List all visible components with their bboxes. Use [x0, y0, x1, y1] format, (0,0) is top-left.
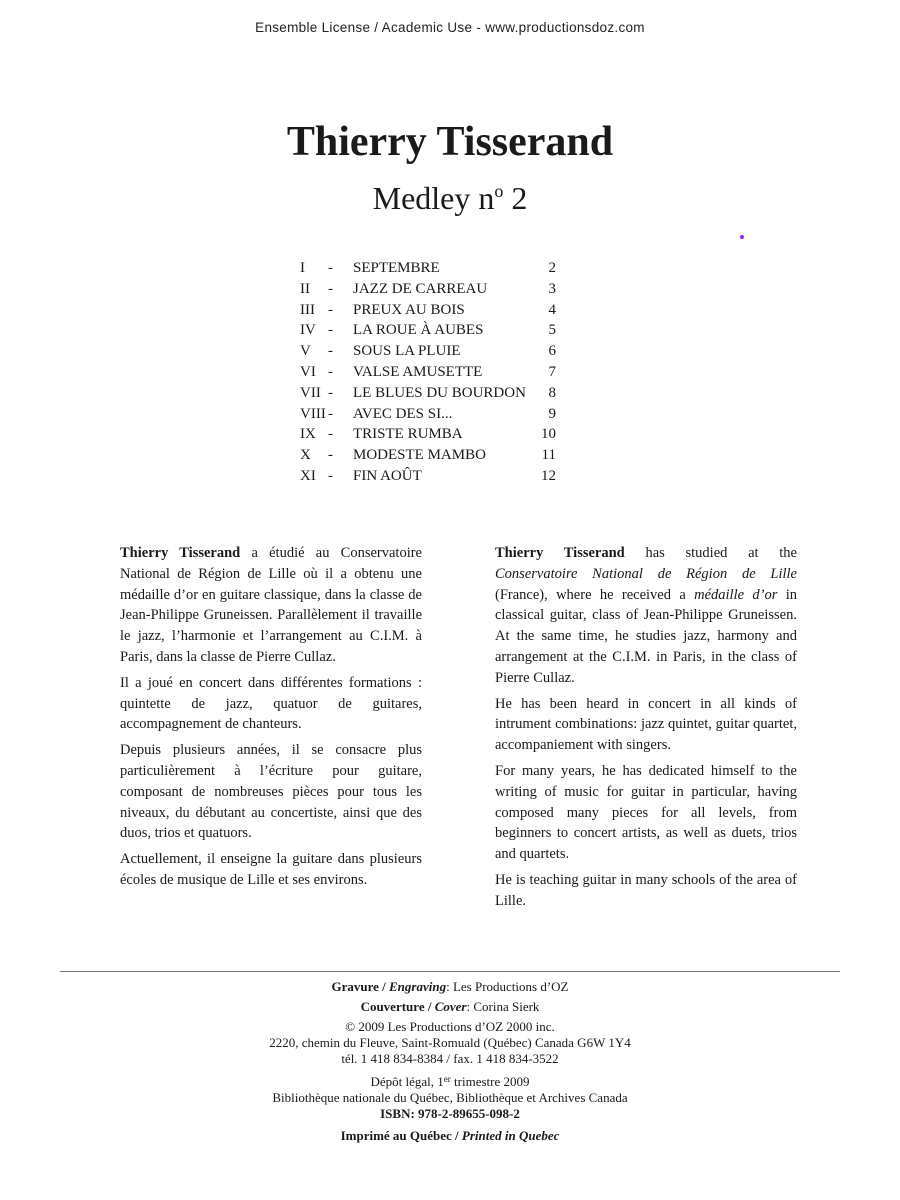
toc-row [300, 404, 556, 425]
toc-title: MODESTE MAMBO [353, 447, 486, 464]
work-title [0, 180, 900, 217]
toc-page: 7 [548, 363, 556, 380]
toc-page: 12 [541, 467, 556, 484]
credits-block [0, 979, 900, 1144]
toc-number: II [300, 280, 310, 297]
toc-row [300, 424, 556, 445]
toc-title: LA ROUE À AUBES [353, 322, 484, 339]
bio-en-paragraph: For many years, he has dedicated himself to the writing of music for guitar in particular, having composed many pieces for all levels, from beginners to concert artists, as well as duets, trios and quartets. [495, 762, 797, 863]
library-archives: Bibliothèque nationale du Québec, Bibliothèque et Archives Canada [272, 1090, 628, 1105]
toc-row [300, 320, 556, 341]
cover-label-en: Cover [434, 999, 467, 1014]
toc-title: SOUS LA PLUIE [353, 343, 461, 360]
toc-number: VII [300, 384, 321, 401]
bio-en-paragraph: He has been heard in concert in all kinds of intrument combinations: jazz quintet, guitar quartet, accompaniement with singers. [495, 695, 797, 754]
marker-dot [740, 235, 744, 239]
toc-row [300, 445, 556, 466]
toc-number: I [300, 260, 305, 276]
toc-dash: - [328, 384, 333, 401]
printed-in [0, 1128, 900, 1144]
toc-page: 10 [541, 426, 556, 443]
bio-en-italic: Conservatoire National de Région de Lille [495, 565, 797, 582]
copyright: © 2009 Les Productions d’OZ 2000 inc. [345, 1019, 555, 1034]
toc-page: 5 [548, 322, 556, 339]
toc-dash: - [328, 426, 333, 443]
depot-sup: er [443, 1074, 451, 1084]
engraving-label-en: Engraving [389, 979, 447, 994]
bio-fr-text: a étudié au Conservatoire National de Région de Lille où il a obtenu une médaille d’or en guitare classique, dans la classe de Jean-Philippe Gruneissen. Parallèlement il travaille le jazz, l’harmonie et l’arrangement au C.I.M. à Paris, dans la classe de Pierre Cullaz. [120, 545, 422, 665]
toc-row [300, 466, 556, 487]
bio-en-name: Thierry Tisserand [495, 545, 625, 561]
depot-text-end: trimestre 2009 [450, 1074, 530, 1089]
work-title-text: Medley n [372, 180, 495, 216]
toc-dash: - [328, 343, 333, 360]
printed-en: Printed in Quebec [461, 1128, 560, 1143]
toc-dash: - [328, 301, 333, 318]
address: 2220, chemin du Fleuve, Saint-Romuald (Québec) Canada G6W 1Y4 [269, 1035, 631, 1050]
toc-number: IV [300, 322, 316, 339]
toc-page: 3 [548, 280, 556, 297]
legal-deposit [0, 1071, 900, 1090]
work-title-number: 2 [511, 180, 528, 216]
toc-number: VI [300, 363, 316, 380]
toc-title: VALSE AMUSETTE [353, 363, 483, 380]
license-notice: Ensemble License / Academic Use - www.productionsdoz.com [255, 20, 645, 35]
toc-row [300, 362, 556, 383]
toc-title: LE BLUES DU BOURDON [353, 384, 526, 401]
depot-text: Dépôt légal, 1 [370, 1074, 444, 1089]
toc-page: 11 [541, 447, 556, 464]
bio-en-italic: médaille d’or [694, 586, 778, 603]
bio-fr-paragraph: Depuis plusieurs années, il se consacre plus particulièrement à l’écriture pour guitare, composant de nombreuses pièces pour tous les niveaux, du débutant au concertiste, ainsi que des duos, trios et quatuors. [120, 742, 422, 842]
toc-number: V [300, 343, 311, 360]
biography-french [120, 543, 422, 896]
toc-title: TRISTE RUMBA [353, 426, 463, 443]
toc-page: 4 [548, 301, 556, 318]
toc-row [300, 383, 556, 404]
phone-fax: tél. 1 418 834-8384 / fax. 1 418 834-3522 [341, 1051, 559, 1066]
credit-engraving [0, 979, 900, 995]
toc-page: 9 [548, 405, 556, 422]
toc-dash: - [328, 447, 333, 464]
toc-number: VIII [300, 405, 326, 422]
composer-name: Thierry Tisserand [286, 119, 614, 165]
toc-number: IX [300, 426, 316, 443]
engraving-value: : Les Productions d’OZ [446, 979, 569, 994]
toc-dash: - [328, 260, 333, 276]
isbn [0, 1106, 900, 1122]
engraving-label-fr: Gravure / [331, 979, 390, 994]
toc-title: PREUX AU BOIS [353, 301, 465, 318]
bio-en-paragraph [495, 543, 797, 689]
printed-fr: Imprimé au Québec / [340, 1128, 462, 1143]
toc-title: JAZZ DE CARREAU [353, 280, 488, 297]
bio-en-text: in classical guitar, class of Jean-Philippe Gruneissen. At the same time, he studies jazz, harmony and arrangement at the C.I.M. in Paris, in the class of Pierre Cullaz. [495, 586, 797, 686]
toc-row [300, 279, 556, 300]
toc-row [300, 341, 556, 362]
toc-number: X [300, 447, 311, 464]
table-of-contents [300, 258, 556, 487]
footer-divider [60, 971, 840, 972]
work-title-sup: o [494, 181, 504, 201]
toc-dash: - [328, 405, 333, 422]
toc-page: 2 [548, 260, 556, 276]
toc-page: 8 [548, 384, 556, 401]
toc-row [300, 300, 556, 321]
biography-english [495, 543, 797, 917]
bio-fr-name: Thierry Tisserand [120, 545, 241, 561]
toc-dash: - [328, 280, 333, 297]
bio-fr-paragraph: Actuellement, il enseigne la guitare dans plusieurs écoles de musique de Lille et ses environs. [120, 851, 422, 888]
bio-fr-paragraph: Il a joué en concert dans différentes formations : quintette de jazz, quatuor de guitares, accompagnement de chanteurs. [120, 674, 422, 733]
bio-en-text: has studied at the [624, 545, 797, 561]
toc-dash: - [328, 467, 333, 484]
bio-en-text: (France), where he received a [495, 586, 695, 603]
toc-row [300, 258, 556, 279]
bio-fr-paragraph [120, 543, 422, 668]
cover-label-fr: Couverture / [360, 999, 435, 1014]
toc-dash: - [328, 322, 333, 339]
toc-number: XI [300, 467, 316, 484]
bio-en-paragraph: He is teaching guitar in many schools of the area of Lille. [495, 871, 797, 909]
toc-number: III [300, 301, 315, 318]
toc-title: SEPTEMBRE [353, 260, 440, 276]
toc-title: FIN AOÛT [353, 467, 422, 484]
isbn-text: ISBN: 978-2-89655-098-2 [380, 1106, 520, 1121]
toc-page: 6 [548, 343, 556, 360]
credit-cover [0, 999, 900, 1015]
toc-dash: - [328, 363, 333, 380]
cover-value: : Corina Sierk [466, 999, 540, 1014]
toc-title: AVEC DES SI... [353, 405, 453, 422]
